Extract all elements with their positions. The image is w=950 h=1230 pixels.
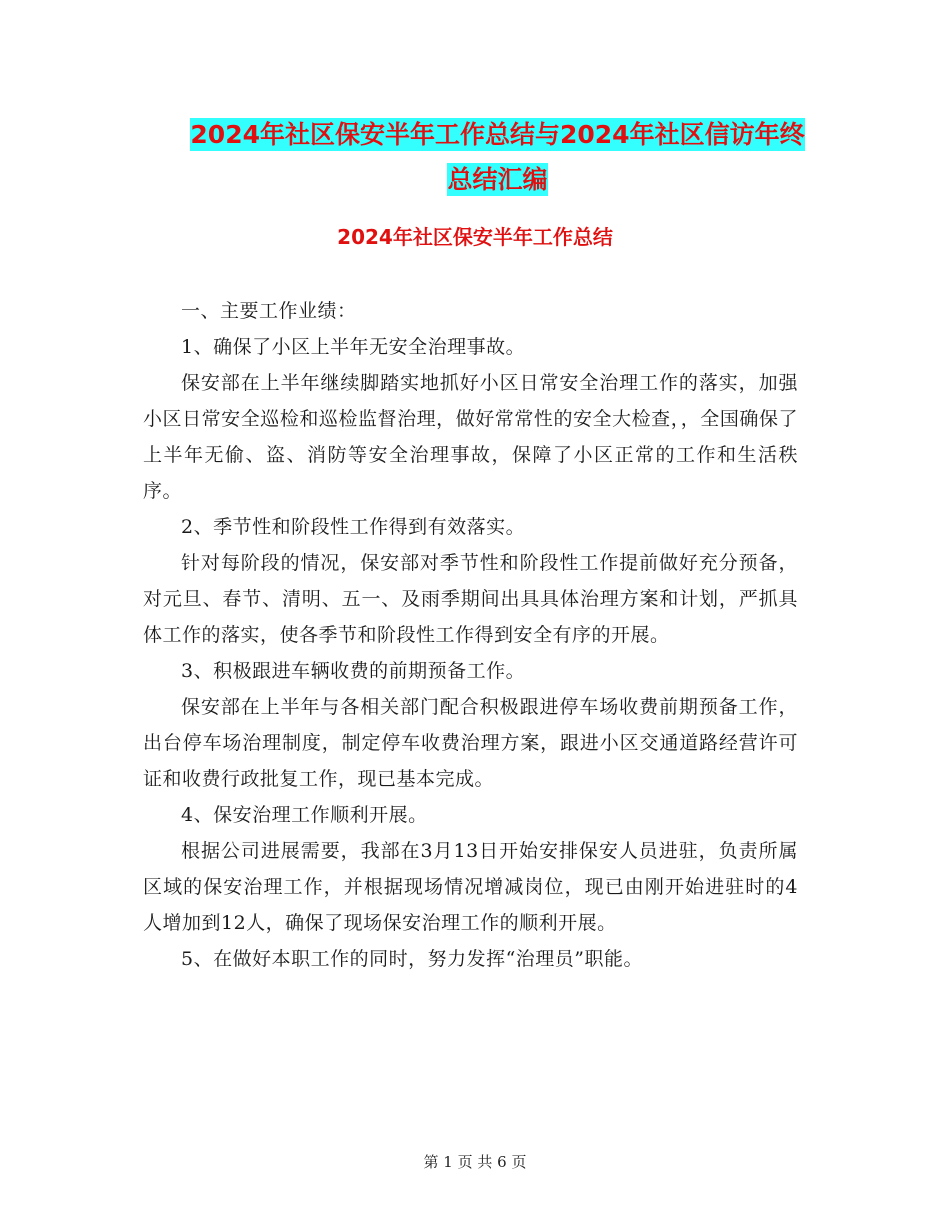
paragraph: 根据公司进展需要，我部在3月13日开始安排保安人员进驻，负责所属区域的保安治理工作，并根据现场情况增减岗位，现已由刚开始进驻时的4人增加到12人，确保了现场保安治理工作的顺利开展。 [143, 840, 798, 934]
page-footer: 第 1 页 共 6 页 [423, 1153, 527, 1171]
document-body [143, 293, 798, 977]
paragraph: 保安部在上半年与各相关部门配合积极跟进停车场收费前期预备工作，出台停车场治理制度，制定停车收费治理方案，跟进小区交通道路经营许可证和收费行政批复工作，现已基本完成。 [143, 696, 798, 790]
title-line-2: 总结汇编 [447, 165, 548, 194]
paragraph: 保安部在上半年继续脚踏实地抓好小区日常安全治理工作的落实，加强小区日常安全巡检和巡检监督治理，做好常常性的安全大检查，，全国确保了上半年无偷、盗、消防等安全治理事故，保障了小区正常的工作和生活秩序。 [143, 372, 798, 502]
document-title [140, 112, 855, 202]
paragraph-item-4: 4、保安治理工作顺利开展。 [181, 804, 428, 826]
paragraph-item-2: 2、季节性和阶段性工作得到有效落实。 [181, 516, 526, 538]
paragraph-item-5: 5、在做好本职工作的同时，努力发挥“治理员”职能。 [181, 948, 644, 970]
title-line-1: 2024年社区保安半年工作总结与2024年社区信访年终 [190, 120, 805, 149]
paragraph-item-1: 1、确保了小区上半年无安全治理事故。 [181, 336, 526, 358]
paragraph: 针对每阶段的情况，保安部对季节性和阶段性工作提前做好充分预备，对元旦、春节、清明、五一、及雨季期间出具具体治理方案和计划，严抓具体工作的落实，使各季节和阶段性工作得到安全有序的开展。 [143, 552, 798, 646]
section-title: 2024年社区保安半年工作总结 [337, 225, 613, 249]
paragraph-heading: 一、主要工作业绩： [181, 300, 357, 322]
paragraph-item-3: 3、积极跟进车辆收费的前期预备工作。 [181, 660, 526, 682]
